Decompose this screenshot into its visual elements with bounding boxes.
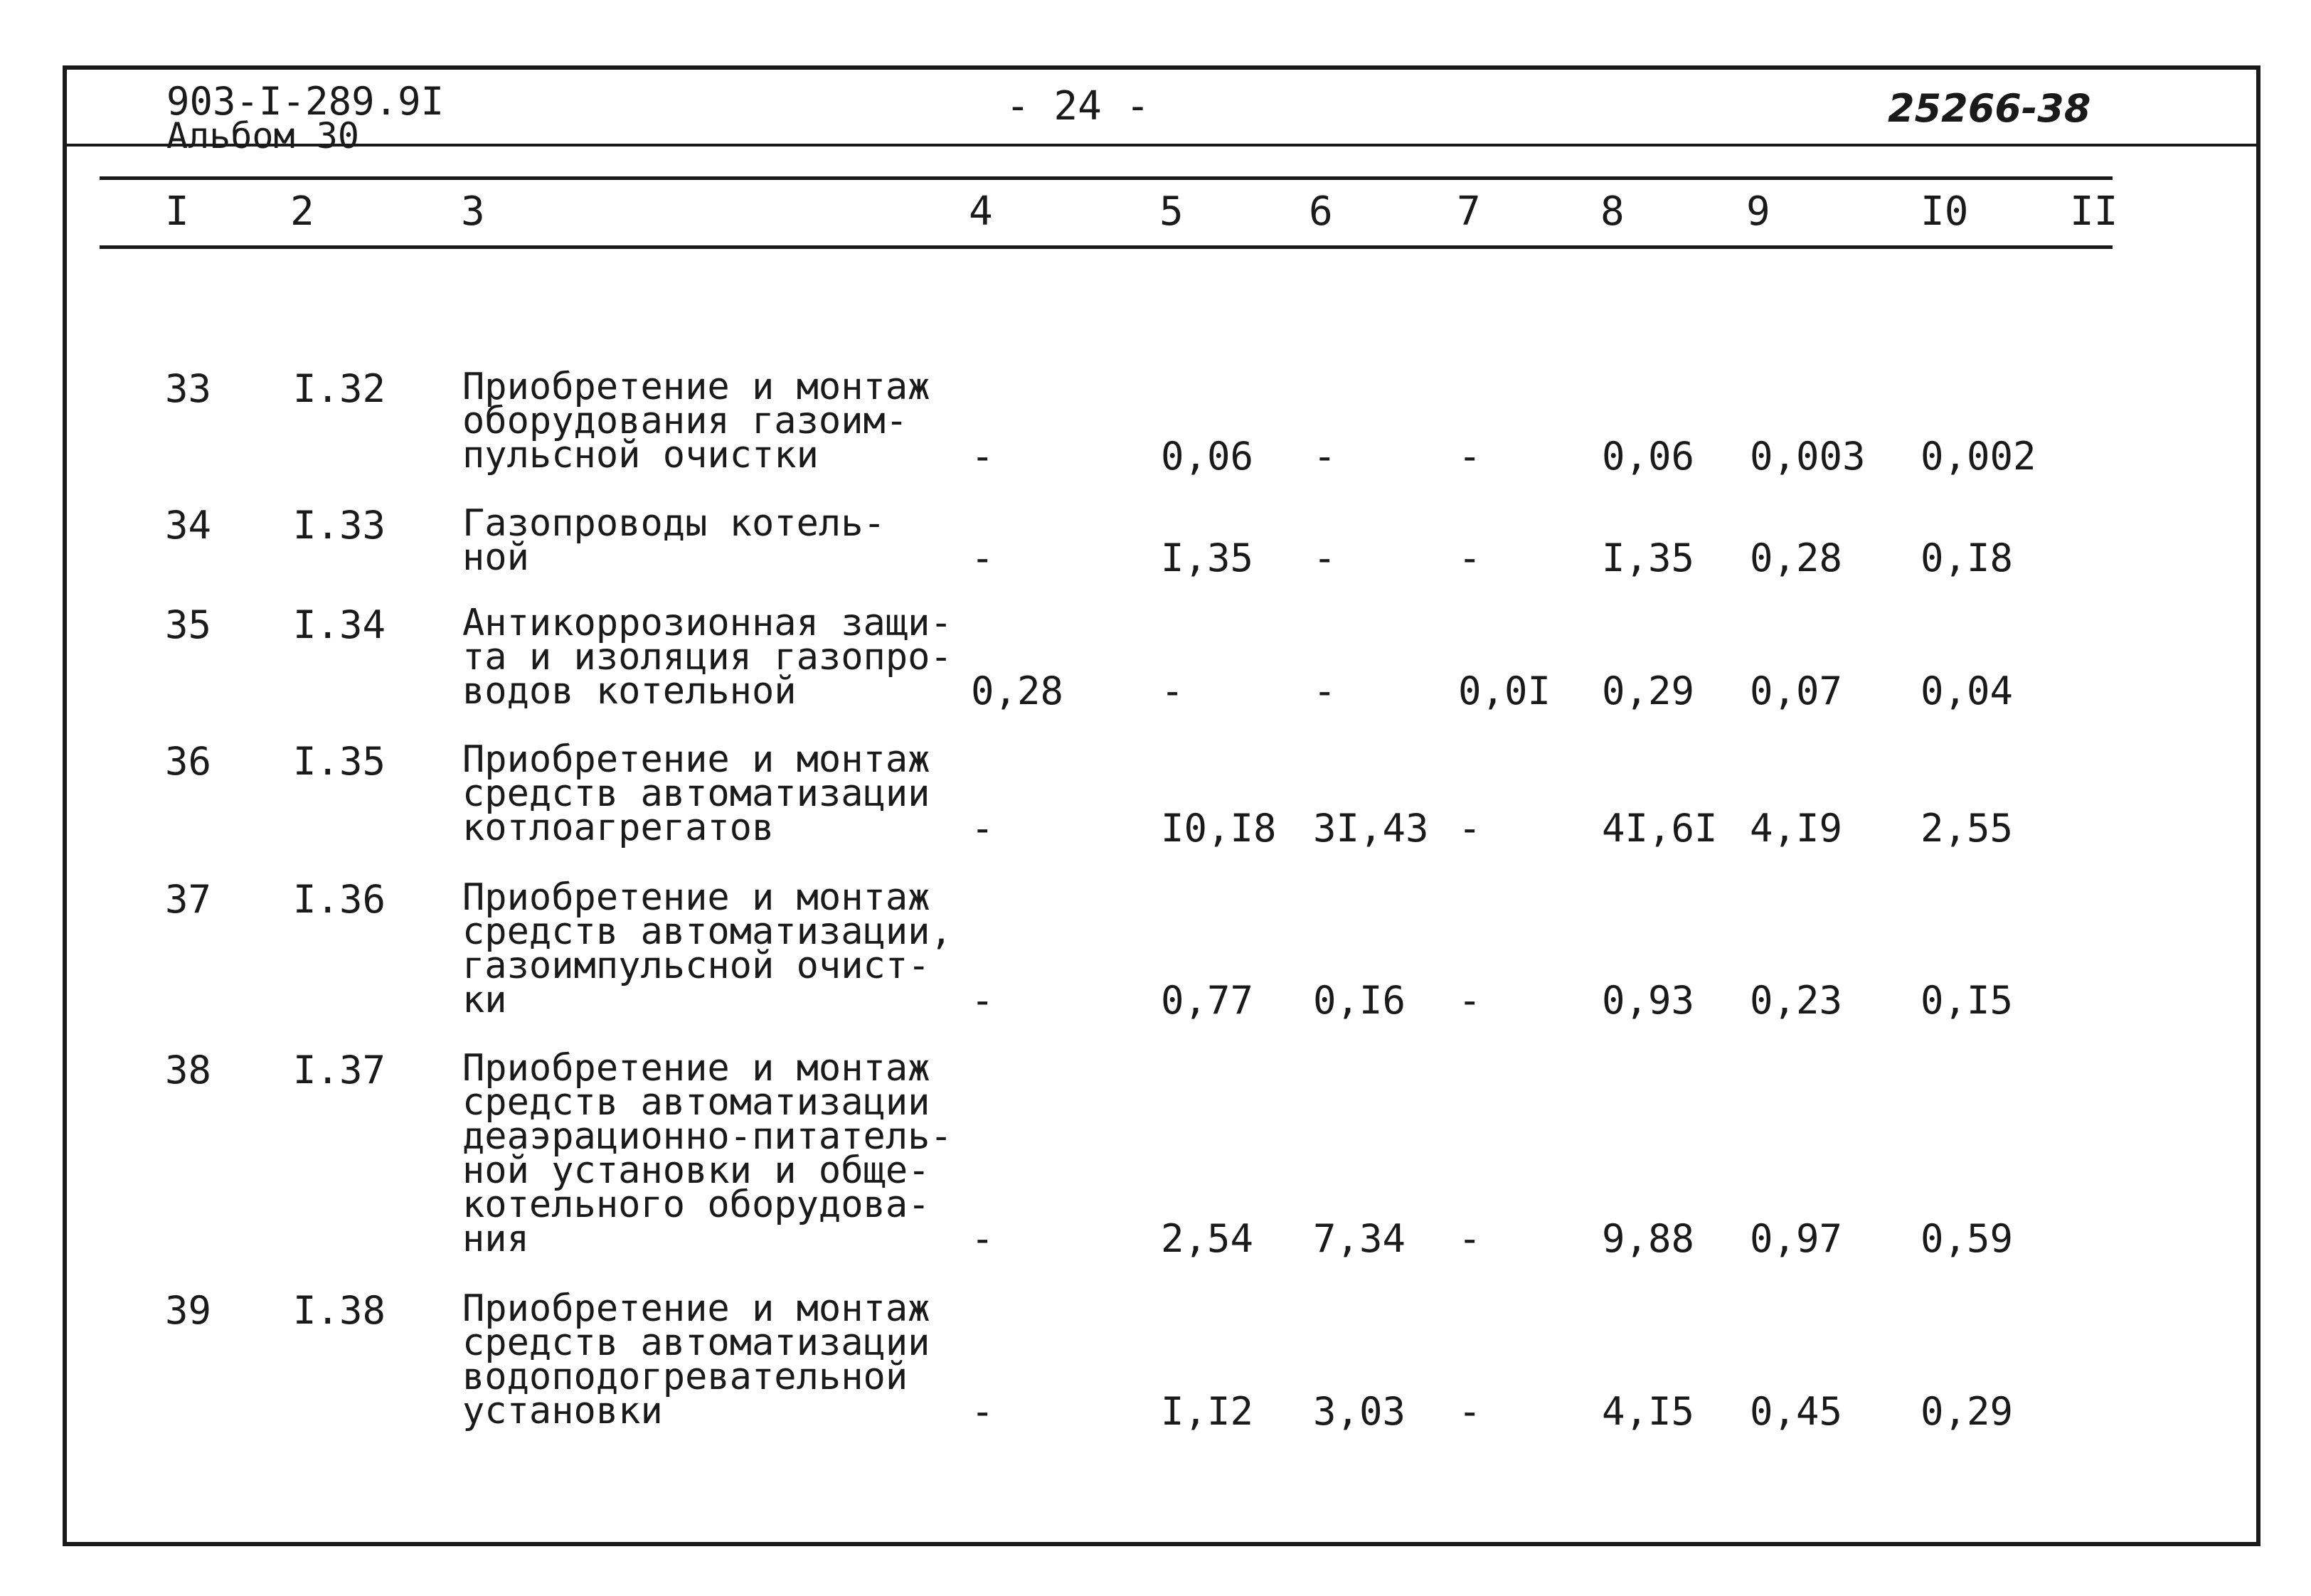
row-code: I.37 bbox=[293, 1048, 386, 1092]
row-number: 35 bbox=[165, 602, 212, 647]
row-value-c9: 0,45 bbox=[1750, 1389, 1843, 1434]
album-label: Альбом 30 bbox=[166, 115, 359, 156]
row-value-c6: - bbox=[1313, 434, 1337, 479]
row-value-c5: I,I2 bbox=[1161, 1389, 1254, 1434]
row-code: I.32 bbox=[293, 366, 386, 411]
row-value-c10: 0,I8 bbox=[1920, 536, 2014, 580]
row-value-c5: 0,77 bbox=[1161, 978, 1254, 1023]
row-value-c10: 0,I5 bbox=[1920, 978, 2014, 1023]
row-value-c7: - bbox=[1458, 434, 1482, 479]
col-header-5: 5 bbox=[1159, 188, 1184, 235]
col-header-8: 8 bbox=[1600, 188, 1625, 235]
row-value-c7: 0,0I bbox=[1458, 669, 1551, 713]
row-value-c4: - bbox=[971, 434, 994, 479]
row-value-c4: - bbox=[971, 536, 994, 580]
row-value-c6: - bbox=[1313, 536, 1337, 580]
row-value-c4: - bbox=[971, 978, 994, 1023]
row-code: I.33 bbox=[293, 503, 386, 548]
row-value-c6: 3I,43 bbox=[1313, 806, 1429, 851]
row-value-c9: 4,I9 bbox=[1750, 806, 1843, 851]
row-value-c7: - bbox=[1458, 806, 1482, 851]
row-value-c6: - bbox=[1313, 669, 1337, 713]
col-header-7: 7 bbox=[1457, 188, 1481, 235]
row-value-c5: I,35 bbox=[1161, 536, 1254, 580]
row-value-c5: I0,I8 bbox=[1161, 806, 1277, 851]
row-description: Приобретение и монтаж оборудования газоим- пульсной очистки bbox=[462, 366, 930, 477]
row-code: I.36 bbox=[293, 877, 386, 922]
row-value-c9: 0,003 bbox=[1750, 434, 1866, 479]
row-value-c6: 0,I6 bbox=[1313, 978, 1406, 1023]
row-value-c5: 2,54 bbox=[1161, 1216, 1254, 1261]
row-value-c6: 3,03 bbox=[1313, 1389, 1406, 1434]
row-value-c9: 0,28 bbox=[1750, 536, 1843, 580]
row-value-c8: 0,93 bbox=[1602, 978, 1695, 1023]
row-code: I.34 bbox=[293, 602, 386, 647]
col-header-1: I bbox=[165, 188, 189, 235]
row-value-c5: 0,06 bbox=[1161, 434, 1254, 479]
row-number: 33 bbox=[165, 366, 212, 411]
row-value-c7: - bbox=[1458, 1216, 1482, 1261]
doc-code: 903-I-289.9I bbox=[166, 79, 445, 124]
row-description: Антикоррозионная защи- та и изоляция газопро- водов котельной bbox=[462, 602, 952, 713]
row-code: I.35 bbox=[293, 739, 386, 784]
row-value-c10: 0,04 bbox=[1920, 669, 2014, 713]
row-value-c4: - bbox=[971, 806, 994, 851]
header-divider bbox=[67, 144, 2256, 147]
row-value-c7: - bbox=[1458, 1389, 1482, 1434]
row-value-c4: - bbox=[971, 1216, 994, 1261]
row-value-c8: 4I,6I bbox=[1602, 806, 1718, 851]
page-number: - 24 - bbox=[1006, 83, 1150, 129]
row-value-c8: 4,I5 bbox=[1602, 1389, 1695, 1434]
row-description: Приобретение и монтаж средств автоматизации котлоагрегатов bbox=[462, 738, 930, 849]
row-number: 39 bbox=[165, 1288, 212, 1333]
row-value-c10: 2,55 bbox=[1920, 806, 2014, 851]
row-value-c9: 0,07 bbox=[1750, 669, 1843, 713]
sheet-number: 25266-38 bbox=[1888, 86, 2091, 131]
row-value-c9: 0,97 bbox=[1750, 1216, 1843, 1261]
row-value-c7: - bbox=[1458, 978, 1482, 1023]
table-header-rule bbox=[100, 245, 2113, 249]
col-header-2: 2 bbox=[290, 188, 314, 235]
row-value-c6: 7,34 bbox=[1313, 1216, 1406, 1261]
col-header-9: 9 bbox=[1746, 188, 1770, 235]
row-value-c5: - bbox=[1161, 669, 1184, 713]
row-number: 36 bbox=[165, 739, 212, 784]
row-description: Приобретение и монтаж средств автоматизации водоподогревательной установки bbox=[462, 1287, 930, 1432]
col-header-10: I0 bbox=[1920, 188, 1969, 235]
col-header-4: 4 bbox=[969, 188, 993, 235]
row-value-c9: 0,23 bbox=[1750, 978, 1843, 1023]
row-value-c10: 0,59 bbox=[1920, 1216, 2014, 1261]
row-number: 37 bbox=[165, 877, 212, 922]
row-description: Приобретение и монтаж средств автоматизации деаэрационно-питатель- ной установки и обще- котельного оборудова- ния bbox=[462, 1047, 952, 1260]
row-description: Приобретение и монтаж средств автоматизации, газоимпульсной очист- ки bbox=[462, 876, 952, 1021]
col-header-11: II bbox=[2070, 188, 2118, 235]
row-value-c4: 0,28 bbox=[971, 669, 1064, 713]
table-top-rule bbox=[100, 176, 2113, 180]
row-value-c7: - bbox=[1458, 536, 1482, 580]
row-description: Газопроводы котель- ной bbox=[462, 502, 886, 579]
row-value-c4: - bbox=[971, 1389, 994, 1434]
row-value-c8: 9,88 bbox=[1602, 1216, 1695, 1261]
row-number: 38 bbox=[165, 1048, 212, 1092]
col-header-3: 3 bbox=[461, 188, 485, 235]
row-code: I.38 bbox=[293, 1288, 386, 1333]
row-number: 34 bbox=[165, 503, 212, 548]
row-value-c8: 0,06 bbox=[1602, 434, 1695, 479]
row-value-c10: 0,002 bbox=[1920, 434, 2036, 479]
row-value-c8: I,35 bbox=[1602, 536, 1695, 580]
col-header-6: 6 bbox=[1309, 188, 1333, 235]
row-value-c8: 0,29 bbox=[1602, 669, 1695, 713]
row-value-c10: 0,29 bbox=[1920, 1389, 2014, 1434]
